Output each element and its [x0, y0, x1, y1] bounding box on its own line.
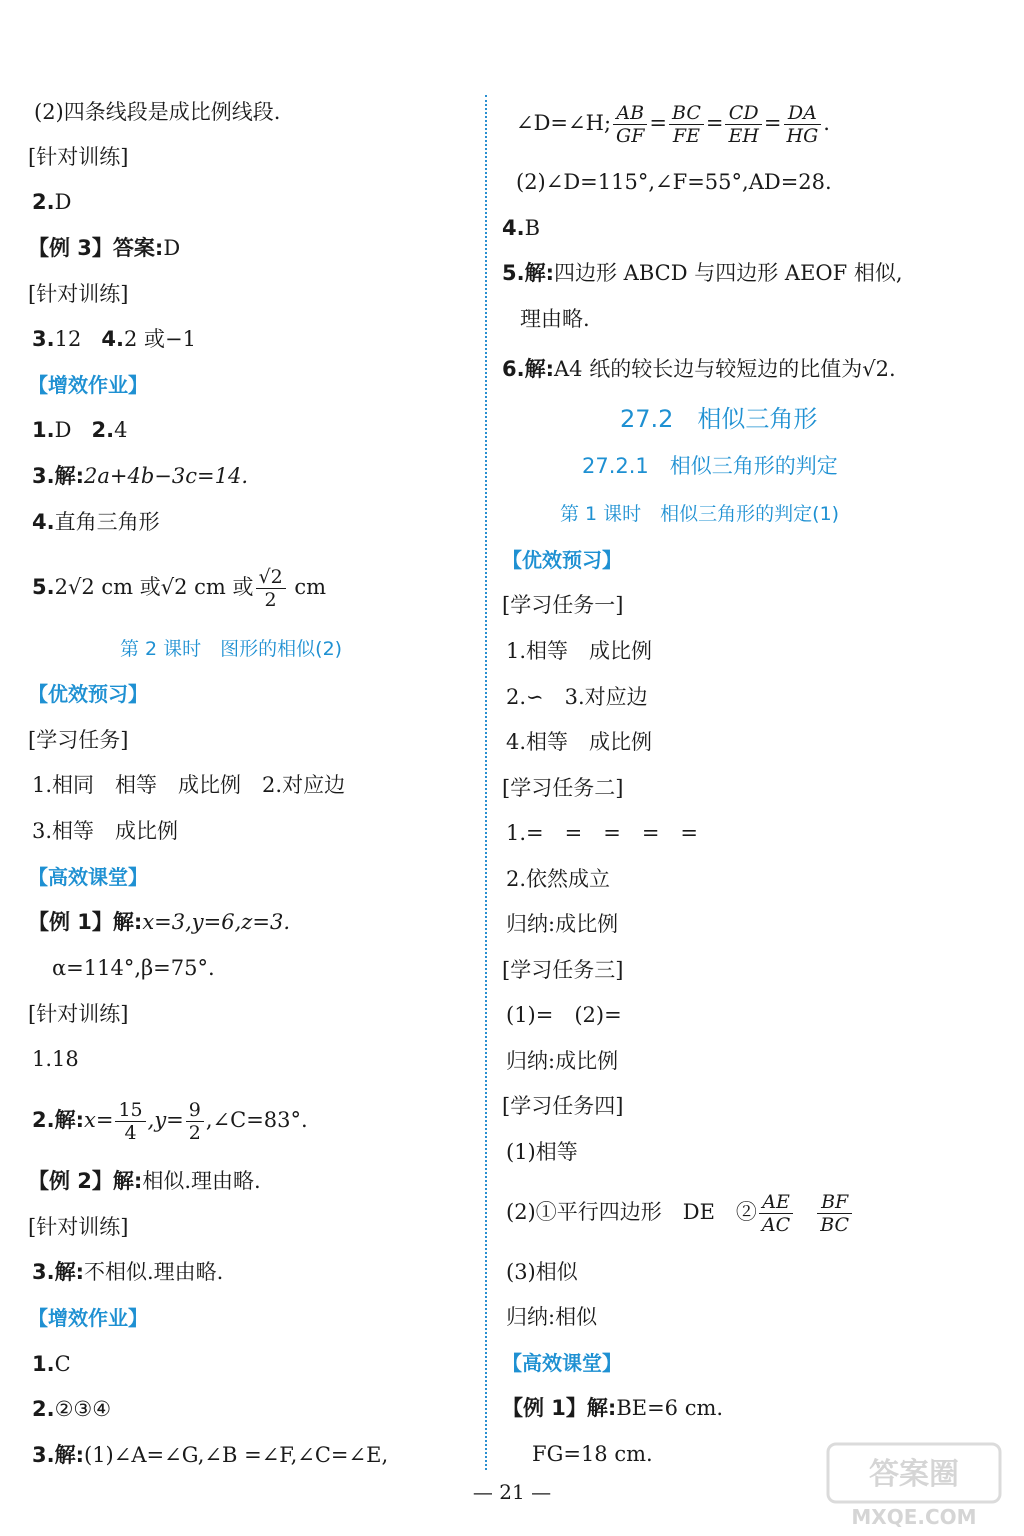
answer-line: 3.解:不相似.理由略. [32, 1260, 224, 1284]
task-heading: [学习任务一] [502, 593, 624, 617]
answer-line: (2)∠D=115°,∠F=55°,AD=28. [516, 170, 832, 194]
answer-line: (1)相等 [506, 1140, 578, 1164]
answer-line: 1.C [32, 1352, 71, 1376]
lesson-title: 第 1 课时 相似三角形的判定(1) [560, 503, 840, 525]
fraction: $\frac{BC}{FE}$ [669, 102, 704, 147]
svg-text:MXQE.COM: MXQE.COM [851, 1505, 977, 1529]
task-heading: [学习任务二] [502, 776, 624, 800]
practice-heading: [针对训练] [28, 1215, 129, 1239]
svg-text:答案圈: 答案圈 [869, 1457, 959, 1492]
example-line: 【例 1】解:x=3,y=6,z=3. [28, 910, 290, 934]
watermark-logo [824, 1440, 1004, 1530]
answer-line: 1.18 [32, 1047, 79, 1071]
answer-line: (1)= (2)= [506, 1003, 622, 1027]
answer-line: 1.D 2.4 [32, 418, 128, 442]
subsection-title: 27.2.1 相似三角形的判定 [582, 454, 838, 478]
practice-heading: [针对训练] [28, 282, 129, 306]
fraction: $\frac{DA}{HG}$ [784, 102, 822, 147]
fraction: $\frac{AE}{AC}$ [759, 1191, 793, 1236]
task-heading: [学习任务四] [502, 1094, 624, 1118]
answer-line: 6.解:A4 纸的较长边与较短边的比值为√2. [502, 357, 896, 381]
practice-heading: [针对训练] [28, 145, 129, 169]
answer-line: FG=18 cm. [532, 1442, 653, 1466]
fraction: $\frac{15}{4}$ [115, 1099, 145, 1144]
section-heading: 【高效课堂】 [502, 1351, 622, 1375]
answer-line: 5.2√2 cm 或√2 cm 或 $\frac{√2}{2}$ cm [32, 566, 327, 611]
section-heading: 【增效作业】 [28, 1306, 148, 1330]
answer-line: 1.= = = = = [506, 821, 699, 845]
answer-line: 2.②③④ [32, 1397, 112, 1421]
answer-line: (3)相似 [506, 1260, 578, 1284]
answer-line: 2.依然成立 [506, 867, 611, 891]
answer-line: 4.B [502, 216, 541, 240]
answer-line: α=114°,β=75°. [52, 956, 215, 980]
page-number: — 21 — [472, 1480, 552, 1504]
example-line: 【例 2】解:相似.理由略. [28, 1169, 261, 1193]
fraction: $\frac{√2}{2}$ [256, 566, 286, 611]
answer-line: 1.相等 成比例 [506, 639, 653, 663]
answer-line: 4.直角三角形 [32, 510, 160, 534]
lesson-title: 第 2 课时 图形的相似(2) [120, 638, 343, 660]
task-heading: [学习任务] [28, 728, 129, 752]
answer-line: 3.解:2a+4b−3c=14. [32, 464, 248, 488]
column-divider [485, 95, 487, 1470]
practice-heading: [针对训练] [28, 1002, 129, 1026]
summary-line: 归纳:成比例 [506, 1049, 619, 1073]
summary-line: 归纳:成比例 [506, 912, 619, 936]
answer-line: (2)①平行四边形 DE ② $\frac{AE}{AC}$ $\frac{BF}{BC}$ [506, 1184, 854, 1240]
section-heading: 【高效课堂】 [28, 865, 148, 889]
section-heading: 【优效预习】 [28, 682, 148, 706]
answer-line: 2.解:x= $\frac{15}{4}$ ,y= $\frac{9}{2}$ ,∠C=83°. [32, 1099, 308, 1144]
example-line: 【例 3】答案:D [28, 236, 181, 260]
example-line: 【例 1】解:BE=6 cm. [502, 1396, 724, 1420]
answer-line: 5.解:四边形 ABCD 与四边形 AEOF 相似, [502, 261, 903, 285]
summary-line: 归纳:相似 [506, 1305, 598, 1329]
section-title: 27.2 相似三角形 [620, 405, 818, 433]
answer-line: 2.∽ 3.对应边 [506, 685, 648, 709]
answer-line: 理由略. [520, 307, 590, 331]
answer-line: 3.解:(1)∠A=∠G,∠B =∠F,∠C=∠E, [32, 1443, 389, 1467]
answer-line: (2)四条线段是成比例线段. [34, 100, 281, 124]
answer-line: 3.相等 成比例 [32, 819, 179, 843]
answer-line: ∠D=∠H; $\frac{AB}{GF}$ = $\frac{BC}{FE}$ = $\frac{CD}{EH}$ = $\frac{DA}{HG}$ . [516, 102, 830, 147]
answer-line: 3.12 4.2 或−1 [32, 327, 196, 351]
fraction: $\frac{CD}{EH}$ [725, 102, 761, 147]
fraction: $\frac{BF}{BC}$ [817, 1191, 852, 1236]
section-heading: 【优效预习】 [502, 548, 622, 572]
section-heading: 【增效作业】 [28, 373, 148, 397]
task-heading: [学习任务三] [502, 958, 624, 982]
answer-line: 4.相等 成比例 [506, 730, 653, 754]
answer-line: 1.相同 相等 成比例 2.对应边 [32, 773, 346, 797]
fraction: $\frac{AB}{GF}$ [613, 102, 647, 147]
answer-line: 2.D [32, 190, 72, 214]
fraction: $\frac{9}{2}$ [186, 1099, 204, 1144]
